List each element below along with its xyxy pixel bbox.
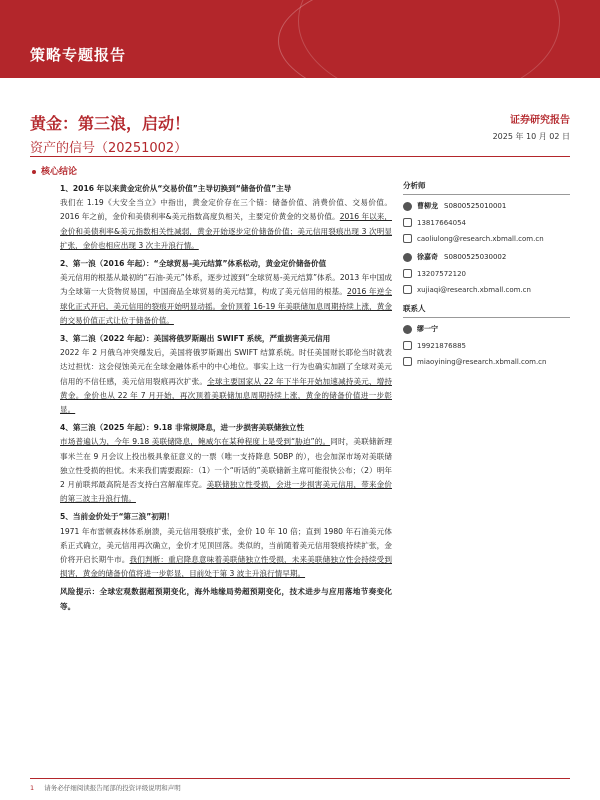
point-paragraph [60,196,392,253]
analyst-name: 徐嘉奇 [417,253,438,261]
report-title: 黄金：第三浪，启动！ [30,114,191,133]
point-heading: 1、2016 年以来黄金定价从“交易价值”主导切换到“储备价值”主导 [60,184,292,193]
bullet-icon [32,170,36,174]
point-emphasis: 市场普遍认为，今年 9.18 美联储降息，鲍威尔在某种程度上是受到“胁迫”的。 [60,437,331,447]
analyst-email-row [403,285,570,294]
analyst-phone: 13817664054 [417,218,466,227]
point-heading: 3、第二浪（2022 年起）：美国将俄罗斯踢出 SWIFT 系统，严重损害美元信用 [60,334,331,344]
analyst-email[interactable]: xujiaqi@research.xbmall.com.cn [417,285,531,294]
point-emphasis: 我们判断：重启降息意味着美联储独立性受损，未来美联储独立性会持续受到损害，黄金的储备价值将进一步彰显，目前处于第 3 波主升浪行情早期。 [60,555,392,579]
analyst-id: S0800525010001 [444,202,507,210]
phone-icon [403,269,412,278]
analyst-id: S0800525030002 [444,253,507,261]
person-icon [403,325,412,334]
footer [30,783,181,792]
analyst-phone: 13207572120 [417,269,466,278]
report-date: 2025 年 10 月 02 日 [492,132,570,141]
risk-warning: 风险提示：全球宏观数据超预期变化，海外地缘局势超预期变化，技术进步与应用落地节奏变化等。 [60,587,392,611]
sidebar [403,180,570,366]
email-icon [403,357,412,366]
page-number: 1 [30,784,35,792]
point-emphasis: 全球主要国家从 22 年下半年开始加速减持美元、增持黄金。金价也从 22 年 7 月开始，再次顶着美联储加息周期持续上涨，黄金的储备价值进一步彰显。 [60,376,392,415]
person-icon [403,253,412,262]
analyst-phone-row [403,269,570,278]
point-heading: 5、当前金价处于“第三浪”初期！ [60,512,174,522]
point-text: 我们在 1.19《大安全当立》中指出，黄金定价存在三个锚：储备价值、消费价值、交易价值。2016 年之前，金价和美债利率&美元指数高度负相关，主要定价黄金的交易价值。 [60,198,392,222]
analyst-card [403,252,570,262]
point-emphasis: 2016 年以来，金价和美债利率&美元指数相关性减弱，黄金开始逐步定价储备价值；美元信用裂痕出现 3 次明显扩张，金价也相应出现 3 次主升浪行情。 [60,212,392,250]
analyst-card [403,201,570,211]
phone-icon [403,218,412,227]
footer-divider [30,778,570,779]
phone-icon [403,341,412,350]
divider [30,156,570,157]
point-paragraph [60,525,392,582]
banner-decoration [298,0,560,78]
point-text: 1971 年布雷顿森林体系崩溃，美元信用裂痕扩张，金价 10 年 10 倍；直到 1980 年石油美元体系正式确立，美元信用再次确立，金价才见顶回落。类似的，当前随着美元信用裂痕持续扩张，金价将开启长期牛市。 [60,526,392,565]
analyst-phone-row [403,218,570,227]
header-banner [0,0,600,78]
point-text: 同时，美联储新理事米兰在 9 月会议上投出极具象征意义的一票（唯一支持降息 50BP 的），也会加深市场对美联储独立性受损的担忧。未来我们需要跟踪：（1）一个“听话的”美联储新主席可能很快公布；（2）明年 2 月前联邦最高院是否支持白宫解雇库克。 [60,437,392,490]
point-emphasis: 2016 年逆全球化正式开启，美元信用的裂痕开始明显动摇。金价顶着 16-19 年美联储加息周期持续上涨，黄金的交易价值正式让位于储备价值。 [60,287,392,325]
email-icon [403,285,412,294]
contact-card [403,324,570,334]
report-subtitle: 资产的信号（20251002） [30,141,188,156]
point-paragraph [60,346,392,417]
email-icon [403,234,412,243]
analyst-name: 曹柳龙 [417,202,438,210]
contact-name: 缪一宁 [417,325,438,333]
doc-type: 证券研究报告 [510,115,570,126]
point-paragraph [60,435,392,506]
footer-note: 请务必仔细阅读报告尾部的投资评级说明和声明 [44,784,181,792]
section-title: 核心结论 [41,167,78,177]
contact-phone-row [403,341,570,350]
analyst-email-row [403,234,570,243]
point-emphasis: 美联储独立性受损，会进一步损害美元信用，带来金价的第三波主升浪行情。 [60,480,392,504]
section-heading [32,164,77,177]
contact-label: 联系人 [403,303,570,318]
body-column [60,180,392,618]
point-text: 2022 年 2 月俄乌冲突爆发后，美国将俄罗斯踢出 SWIFT 结算系统。时任美国财长耶伦当时就表达过担忧：这会侵蚀美元在全球金融体系中的中心地位。事实上这一行为也确实加剧了全球对美元信用的不信任感，美元信用裂痕再次扩张。 [60,348,392,386]
contact-email-row [403,357,570,366]
analyst-email[interactable]: caoliulong@research.xbmall.com.cn [417,234,544,243]
banner-title: 策略专题报告 [30,46,127,64]
point-text: 美元信用的根基从最初的“石油-美元”体系，逐步过渡到“全球贸易-美元结算”体系。2013 年中国成为全球第一大货物贸易国，中国商品全球贸易的美元结算，构成了美元信用的根基。 [60,273,392,297]
point-paragraph [60,271,392,328]
contact-phone: 19921876885 [417,341,466,350]
point-heading: 2、第一浪（2016 年起）：“全球贸易-美元结算”体系松动，黄金定价储备价值 [60,259,327,269]
analysts-label: 分析师 [403,180,570,195]
point-heading: 4、第三浪（2025 年起）：9.18 非常规降息，进一步损害美联储独立性 [60,423,305,433]
contact-email[interactable]: miaoyining@research.xbmall.com.cn [417,357,547,366]
person-icon [403,202,412,211]
